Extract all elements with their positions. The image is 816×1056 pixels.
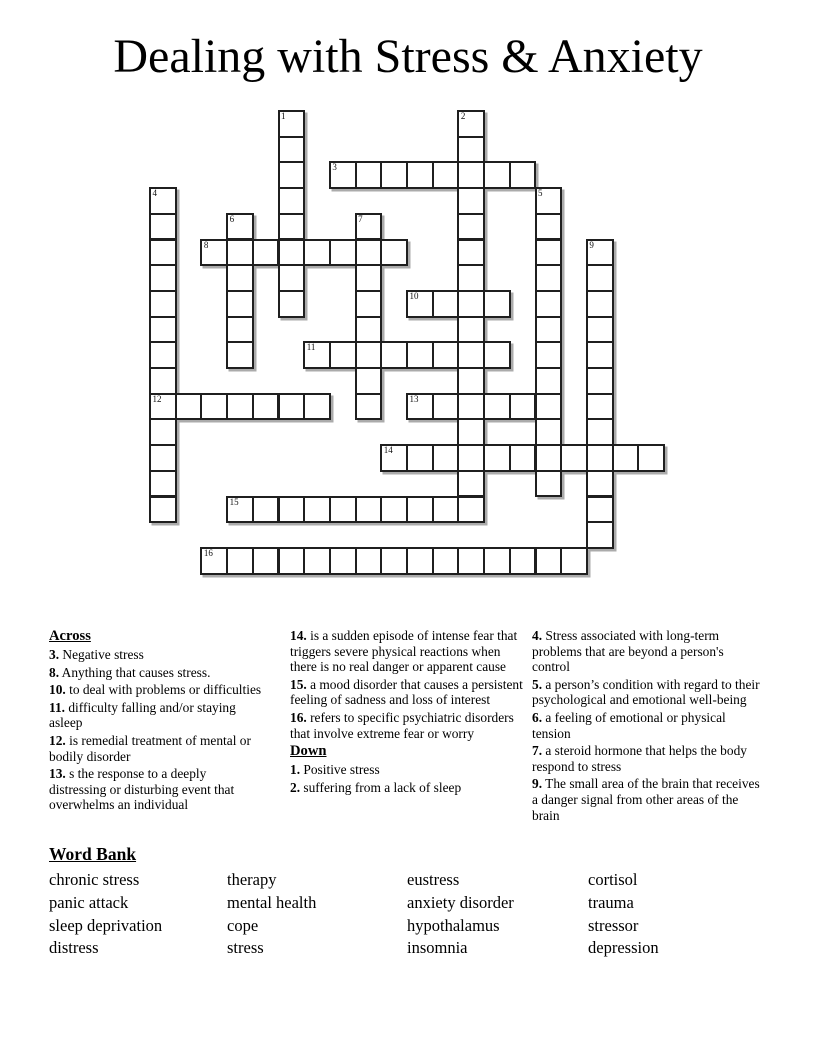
cell-number: 2 bbox=[460, 111, 466, 121]
grid-cell[interactable] bbox=[432, 161, 460, 189]
cell-number: 14 bbox=[383, 445, 393, 456]
grid-cell[interactable] bbox=[535, 316, 563, 344]
grid-cell[interactable] bbox=[226, 393, 254, 421]
grid-cell[interactable] bbox=[483, 547, 511, 575]
grid-cell[interactable] bbox=[329, 341, 357, 369]
grid-cell[interactable] bbox=[252, 496, 280, 524]
grid-cell[interactable] bbox=[432, 496, 460, 524]
grid-cell[interactable] bbox=[535, 444, 563, 472]
grid-cell[interactable] bbox=[457, 470, 485, 498]
grid-cell[interactable] bbox=[612, 444, 640, 472]
grid-cell[interactable] bbox=[226, 264, 254, 292]
grid-cell[interactable] bbox=[149, 496, 177, 524]
across-heading-text: Across bbox=[49, 628, 91, 644]
grid-cell[interactable] bbox=[457, 444, 485, 472]
grid-cell[interactable] bbox=[509, 547, 537, 575]
clue-number: 16. bbox=[290, 709, 307, 725]
grid-cell[interactable] bbox=[483, 161, 511, 189]
grid-cell[interactable] bbox=[149, 470, 177, 498]
clue-10 bbox=[49, 682, 265, 698]
clue-number: 3. bbox=[49, 647, 60, 662]
cell-number: 5 bbox=[538, 188, 543, 199]
clue-column-2 bbox=[290, 628, 524, 797]
clue-number: 12. bbox=[49, 732, 66, 748]
grid-cell[interactable] bbox=[329, 161, 357, 189]
clue-12 bbox=[49, 733, 265, 764]
grid-cell[interactable] bbox=[457, 316, 485, 344]
clue-4 bbox=[532, 628, 761, 675]
grid-cell[interactable] bbox=[355, 341, 383, 369]
grid-cell[interactable] bbox=[586, 239, 614, 267]
grid-cell[interactable] bbox=[457, 290, 485, 318]
word-bank-word: depression bbox=[588, 938, 659, 958]
grid-cell[interactable] bbox=[226, 290, 254, 318]
clue-text: suffering from a lack of sleep bbox=[300, 779, 462, 795]
clue-1 bbox=[290, 762, 524, 778]
grid-cell[interactable] bbox=[149, 213, 177, 241]
grid-cell[interactable] bbox=[200, 547, 228, 575]
clue-text: Anything that causes stress. bbox=[59, 664, 211, 680]
clue-number: 4. bbox=[532, 628, 543, 643]
grid-cell[interactable] bbox=[535, 367, 563, 395]
grid-cell[interactable] bbox=[355, 213, 383, 241]
clue-text: a mood disorder that causes a persistent feeling of sadness and loss of interest bbox=[290, 676, 523, 708]
cell-number: 16 bbox=[203, 547, 213, 558]
clue-5 bbox=[532, 677, 761, 708]
cell-number: 13 bbox=[409, 393, 419, 404]
down-heading bbox=[290, 743, 524, 759]
grid-cell[interactable] bbox=[226, 213, 254, 241]
grid-cell[interactable] bbox=[303, 239, 331, 267]
grid-cell[interactable] bbox=[380, 444, 408, 472]
clue-text: to deal with problems or difficulties bbox=[65, 682, 262, 698]
clue-11 bbox=[49, 700, 265, 731]
grid-cell[interactable] bbox=[149, 264, 177, 292]
clue-number: 8. bbox=[49, 664, 60, 680]
word-bank-word: distress bbox=[49, 938, 99, 958]
grid-cell[interactable] bbox=[149, 187, 177, 215]
grid-cell[interactable] bbox=[149, 393, 177, 421]
cell-number: 1 bbox=[281, 111, 286, 121]
grid-cell[interactable] bbox=[535, 239, 563, 267]
clue-number: 1. bbox=[290, 762, 301, 778]
grid-cell[interactable] bbox=[535, 341, 563, 369]
grid-cell[interactable] bbox=[406, 393, 434, 421]
grid-cell[interactable] bbox=[278, 496, 306, 524]
word-bank-word: cortisol bbox=[588, 870, 638, 889]
clue-2 bbox=[290, 780, 524, 796]
word-bank-word: insomnia bbox=[407, 938, 468, 958]
word-bank-words bbox=[49, 869, 779, 960]
clue-text: refers to specific psychiatric disorders that involve extreme fear or worry bbox=[290, 709, 514, 741]
grid-cell[interactable] bbox=[457, 239, 485, 267]
grid-cell[interactable] bbox=[535, 187, 563, 215]
grid-cell[interactable] bbox=[535, 290, 563, 318]
cell-number: 10 bbox=[409, 290, 419, 301]
grid-cell[interactable] bbox=[149, 367, 177, 395]
grid-cell[interactable] bbox=[355, 496, 383, 524]
clue-number: 13. bbox=[49, 766, 66, 782]
grid-cell[interactable] bbox=[278, 110, 306, 138]
grid-cell[interactable] bbox=[252, 547, 280, 575]
grid-cell[interactable] bbox=[278, 136, 306, 164]
grid-cell[interactable] bbox=[406, 496, 434, 524]
grid-cell[interactable] bbox=[509, 393, 537, 421]
grid-cell[interactable] bbox=[457, 547, 485, 575]
word-bank-word: therapy bbox=[227, 870, 277, 889]
grid-cell[interactable] bbox=[303, 341, 331, 369]
grid-cell[interactable] bbox=[149, 290, 177, 318]
clue-text: is remedial treatment of mental or bodily disorder bbox=[49, 732, 251, 764]
grid-cell[interactable] bbox=[303, 547, 331, 575]
grid-cell[interactable] bbox=[278, 239, 306, 267]
grid-cell[interactable] bbox=[457, 213, 485, 241]
clue-8 bbox=[49, 665, 265, 681]
clue-13 bbox=[49, 766, 265, 813]
clue-text: s the response to a deeply distressing or disturbing event that overwhelms an individual bbox=[49, 766, 235, 813]
grid-cell[interactable] bbox=[226, 496, 254, 524]
clue-9 bbox=[532, 776, 761, 823]
grid-cell[interactable] bbox=[355, 393, 383, 421]
grid-cell[interactable] bbox=[586, 418, 614, 446]
clue-16 bbox=[290, 710, 524, 741]
grid-cell[interactable] bbox=[432, 547, 460, 575]
grid-cell[interactable] bbox=[560, 547, 588, 575]
grid-cell[interactable] bbox=[226, 547, 254, 575]
grid-cell[interactable] bbox=[278, 547, 306, 575]
grid-cell[interactable] bbox=[380, 161, 408, 189]
grid-cell[interactable] bbox=[380, 239, 408, 267]
cell-number: 3 bbox=[332, 162, 337, 173]
clue-text: difficulty falling and/or staying asleep bbox=[49, 699, 236, 731]
grid-cell[interactable] bbox=[303, 496, 331, 524]
grid-cell[interactable] bbox=[252, 239, 280, 267]
grid-cell[interactable] bbox=[483, 444, 511, 472]
clue-number: 9. bbox=[532, 776, 543, 792]
clue-column-3 bbox=[532, 628, 761, 825]
grid-cell[interactable] bbox=[457, 393, 485, 421]
grid-cell[interactable] bbox=[457, 341, 485, 369]
grid-cell[interactable] bbox=[355, 316, 383, 344]
grid-cell[interactable] bbox=[560, 444, 588, 472]
grid-cell[interactable] bbox=[586, 264, 614, 292]
word-bank-word: cope bbox=[227, 915, 259, 935]
clue-15 bbox=[290, 677, 524, 708]
grid-cell[interactable] bbox=[355, 264, 383, 292]
grid-cell[interactable] bbox=[586, 367, 614, 395]
clue-number: 7. bbox=[532, 743, 543, 759]
grid-cell[interactable] bbox=[432, 393, 460, 421]
grid-cell[interactable] bbox=[149, 239, 177, 267]
grid-cell[interactable] bbox=[149, 316, 177, 344]
grid-cell[interactable] bbox=[586, 521, 614, 549]
page-title: Dealing with Stress & Anxiety bbox=[113, 30, 703, 83]
clue-14 bbox=[290, 628, 524, 675]
cell-number: 15 bbox=[229, 496, 239, 507]
clue-text: a person’s condition with regard to their psychological and emotional well-being bbox=[532, 676, 760, 708]
grid-cell[interactable] bbox=[535, 213, 563, 241]
grid-cell[interactable] bbox=[483, 341, 511, 369]
word-bank-word: sleep deprivation bbox=[49, 915, 163, 935]
grid-cell[interactable] bbox=[586, 316, 614, 344]
grid-cell[interactable] bbox=[226, 316, 254, 344]
grid-cell[interactable] bbox=[200, 239, 228, 267]
word-bank-word: eustress bbox=[407, 870, 460, 889]
grid-cell[interactable] bbox=[406, 290, 434, 318]
grid-cell[interactable] bbox=[329, 239, 357, 267]
grid-cell[interactable] bbox=[535, 393, 563, 421]
grid-cell[interactable] bbox=[457, 161, 485, 189]
grid-cell[interactable] bbox=[278, 264, 306, 292]
grid-cell[interactable] bbox=[535, 264, 563, 292]
word-bank-word: anxiety disorder bbox=[407, 892, 514, 912]
grid-cell[interactable] bbox=[278, 161, 306, 189]
grid-cell[interactable] bbox=[457, 110, 485, 138]
grid-cell[interactable] bbox=[380, 547, 408, 575]
grid-cell[interactable] bbox=[509, 444, 537, 472]
clue-number: 15. bbox=[290, 676, 307, 692]
grid-cell[interactable] bbox=[380, 496, 408, 524]
cell-number: 12 bbox=[152, 393, 162, 404]
grid-cell[interactable] bbox=[432, 444, 460, 472]
grid-cell[interactable] bbox=[149, 341, 177, 369]
grid-cell[interactable] bbox=[226, 341, 254, 369]
grid-cell[interactable] bbox=[586, 290, 614, 318]
grid-cell[interactable] bbox=[483, 290, 511, 318]
word-bank-heading bbox=[49, 845, 779, 864]
grid-cell[interactable] bbox=[432, 290, 460, 318]
grid-cell[interactable] bbox=[535, 470, 563, 498]
clue-text: Positive stress bbox=[300, 762, 380, 778]
crossword-grid bbox=[149, 110, 666, 576]
grid-cell[interactable] bbox=[149, 418, 177, 446]
clue-text: The small area of the brain that receives a danger signal from other areas of the brain bbox=[532, 776, 760, 823]
clue-number: 14. bbox=[290, 628, 307, 643]
grid-cell[interactable] bbox=[278, 290, 306, 318]
clue-text: a steroid hormone that helps the body respond to stress bbox=[532, 743, 747, 774]
grid-cell[interactable] bbox=[355, 367, 383, 395]
across-heading bbox=[49, 628, 265, 644]
grid-cell[interactable] bbox=[586, 496, 614, 524]
clue-6 bbox=[532, 710, 761, 741]
grid-cell[interactable] bbox=[535, 418, 563, 446]
grid-cell[interactable] bbox=[226, 239, 254, 267]
grid-cell[interactable] bbox=[586, 341, 614, 369]
grid-cell[interactable] bbox=[406, 547, 434, 575]
down-heading-text: Down bbox=[290, 743, 327, 760]
cell-number: 7 bbox=[358, 213, 363, 224]
word-bank-word: stressor bbox=[588, 915, 639, 935]
grid-cell[interactable] bbox=[355, 290, 383, 318]
grid-cell[interactable] bbox=[457, 264, 485, 292]
word-bank-word: trauma bbox=[588, 892, 634, 912]
grid-cell[interactable] bbox=[406, 444, 434, 472]
grid-cell[interactable] bbox=[278, 213, 306, 241]
clue-3 bbox=[49, 647, 265, 663]
cell-number: 6 bbox=[229, 213, 235, 224]
grid-cell[interactable] bbox=[457, 187, 485, 215]
grid-cell[interactable] bbox=[355, 239, 383, 267]
grid-cell[interactable] bbox=[483, 393, 511, 421]
grid-cell[interactable] bbox=[149, 444, 177, 472]
grid-cell[interactable] bbox=[355, 161, 383, 189]
grid-cell[interactable] bbox=[406, 161, 434, 189]
cell-number: 11 bbox=[306, 342, 316, 353]
grid-cell[interactable] bbox=[457, 496, 485, 524]
clue-number: 6. bbox=[532, 709, 543, 725]
clue-number: 5. bbox=[532, 676, 543, 692]
grid-cell[interactable] bbox=[535, 547, 563, 575]
cell-number: 9 bbox=[589, 239, 594, 250]
cell-number: 4 bbox=[152, 188, 157, 199]
grid-cell[interactable] bbox=[175, 393, 203, 421]
grid-cell[interactable] bbox=[406, 341, 434, 369]
grid-cell[interactable] bbox=[457, 136, 485, 164]
grid-cell[interactable] bbox=[457, 367, 485, 395]
grid-cell[interactable] bbox=[637, 444, 665, 472]
grid-cell[interactable] bbox=[586, 470, 614, 498]
clue-number: 10. bbox=[49, 682, 66, 698]
grid-cell[interactable] bbox=[509, 161, 537, 189]
word-bank-word: chronic stress bbox=[49, 870, 140, 889]
clue-text: Negative stress bbox=[59, 647, 144, 662]
clue-text: is a sudden episode of intense fear that triggers severe physical reactions when there is no real danger or apparent cause bbox=[290, 628, 518, 675]
word-bank-word: stress bbox=[227, 938, 264, 958]
word-bank-word: mental health bbox=[227, 892, 317, 912]
grid-cell[interactable] bbox=[432, 341, 460, 369]
grid-cell[interactable] bbox=[355, 547, 383, 575]
grid-cell[interactable] bbox=[586, 444, 614, 472]
word-bank-section bbox=[49, 845, 779, 960]
grid-cell[interactable] bbox=[586, 393, 614, 421]
grid-cell[interactable] bbox=[303, 393, 331, 421]
clue-number: 11. bbox=[49, 699, 65, 715]
grid-cell[interactable] bbox=[278, 393, 306, 421]
grid-cell[interactable] bbox=[329, 496, 357, 524]
clue-text: Stress associated with long-term problems that are beyond a person's control bbox=[532, 628, 724, 675]
clue-number: 2. bbox=[290, 779, 301, 795]
clue-column-1 bbox=[49, 628, 265, 815]
grid-cell[interactable] bbox=[278, 187, 306, 215]
grid-cell[interactable] bbox=[457, 418, 485, 446]
grid-cell[interactable] bbox=[329, 547, 357, 575]
word-bank-word: hypothalamus bbox=[407, 915, 500, 935]
word-bank-heading-text: Word Bank bbox=[49, 844, 137, 864]
grid-cell[interactable] bbox=[252, 393, 280, 421]
grid-cell[interactable] bbox=[200, 393, 228, 421]
clue-7 bbox=[532, 743, 761, 774]
word-bank-word: panic attack bbox=[49, 892, 129, 912]
clue-text: a feeling of emotional or physical tension bbox=[532, 709, 726, 741]
grid-cell[interactable] bbox=[380, 341, 408, 369]
cell-number: 8 bbox=[203, 239, 209, 250]
